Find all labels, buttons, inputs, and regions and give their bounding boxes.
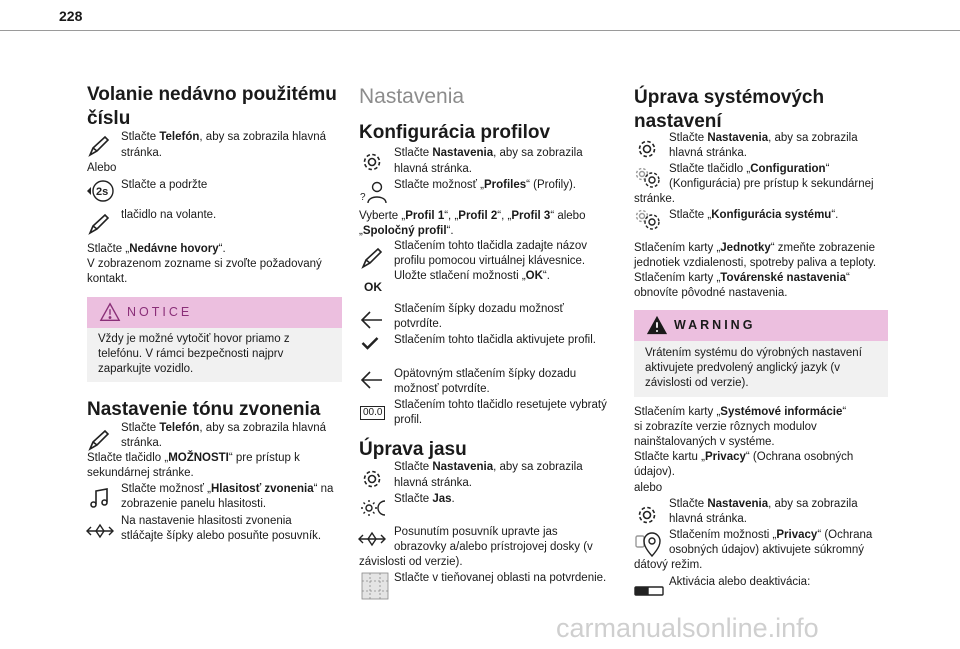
text-line: Stlačením karty „Systémové informácie“: [634, 406, 847, 418]
warning-title: WARNING: [674, 318, 756, 332]
text-line: Alebo: [87, 162, 117, 174]
system-config-icon: [634, 208, 662, 232]
toggle-icon: [634, 584, 664, 598]
heading-ringtone: Nastavenie tónu zvonenia: [87, 399, 321, 420]
page-number: 228: [59, 8, 83, 24]
notice-text: telefónu. V rámci bezpečnosti najprv: [98, 348, 284, 360]
section-title: Nastavenia: [359, 85, 465, 108]
gear-icon: [635, 137, 659, 161]
text-line: Stlačte kartu „Privacy“ (Ochrana osobných: [634, 451, 854, 463]
text-line: Stlačte v tieňovanej oblasti na potvrdenie.: [394, 572, 607, 584]
notice-header: [87, 297, 342, 328]
text-line: Stlačte možnosť „Hlasitosť zvonenia“ na: [121, 483, 334, 495]
text-line: Stlačením karty „Jednotky“ zmeňte zobrazenie: [634, 242, 875, 254]
text-line: Stlačte a podržte: [121, 179, 208, 191]
text-line: V zobrazenom zozname si zvoľte požadovaný: [87, 258, 322, 270]
slider-arrows-icon: [357, 527, 387, 551]
text-line: Stlačte Nastavenia, aby sa zobrazila: [669, 498, 858, 510]
ok-icon: OK: [364, 280, 382, 294]
text-line: Posunutím posuvník upravte jas: [394, 526, 558, 538]
gear-icon: [360, 150, 384, 174]
svg-text:2s: 2s: [96, 186, 109, 198]
reset-icon: 00.0: [360, 406, 385, 420]
text-line: údajov).: [634, 466, 675, 478]
text-line: Vyberte „Profil 1“, „Profil 2“, „Profil 3“ alebo: [359, 210, 586, 222]
warning-triangle-icon: [99, 301, 121, 323]
text-line: stránka.: [121, 147, 162, 159]
text-line: Stlačením tohto tlačidla zadajte názov: [394, 240, 588, 252]
warning-box: [634, 310, 888, 397]
text-line: kontakt.: [87, 273, 128, 285]
text-line: hlavná stránka.: [669, 513, 747, 525]
warning-text: Vrátením systému do výrobných nastavení: [645, 347, 862, 359]
text-line: Stlačením tohto tlačidla aktivujete profil.: [394, 334, 596, 346]
heading-system-settings-line2: nastavení: [634, 111, 722, 132]
pencil-icon: [87, 212, 111, 236]
text-line: Aktivácia alebo deaktivácia:: [669, 576, 811, 588]
notice-text: zaparkujte vozidlo.: [98, 363, 194, 375]
text-line: Stlačte Nastavenia, aby sa zobrazila: [394, 147, 583, 159]
text-line: Opätovným stlačením šípky dozadu: [394, 368, 577, 380]
warning-text: závislosti od verzie).: [645, 377, 749, 389]
heading-profiles: Konfigurácia profilov: [359, 122, 551, 143]
text-line: Na nastavenie hlasitosti zvonenia: [121, 515, 292, 527]
text-line: Stlačte Telefón, aby sa zobrazila hlavná: [121, 131, 326, 143]
text-line: možnosť potvrdíte.: [394, 383, 490, 395]
text-line: sekundárnej stránke.: [87, 467, 194, 479]
text-line: Stlačením šípky dozadu možnosť: [394, 303, 564, 315]
configuration-gears-icon: [634, 166, 662, 190]
text-line: Stlačte „Nedávne hovory“.: [87, 243, 226, 255]
text-line: Stlačte Jas.: [394, 493, 455, 505]
shaded-area-icon: [360, 571, 390, 601]
text-line: potvrdíte.: [394, 318, 442, 330]
text-line: Stlačte možnosť „Profiles“ (Profily).: [394, 179, 576, 191]
text-line: stránka.: [121, 437, 162, 449]
back-arrow-icon: [360, 368, 384, 392]
gear-icon: [635, 503, 659, 527]
profile-icon: [359, 180, 387, 204]
text-line: Stlačením karty „Továrenské nastavenia“: [634, 272, 850, 284]
notice-text: Vždy je možné vytočiť hovor priamo z: [98, 333, 290, 345]
text-line: obrazovky a/alebo prístrojovej dosky (v: [394, 541, 593, 553]
text-line: tlačidlo na volante.: [121, 209, 217, 221]
warning-header: [634, 310, 888, 341]
text-line: alebo: [634, 482, 663, 494]
top-rule: [0, 30, 960, 31]
text-line: Stlačením možnosti „Privacy“ (Ochrana: [669, 529, 873, 541]
heading-recent-call-line2: číslu: [87, 108, 131, 129]
text-line: hlavná stránka.: [669, 147, 747, 159]
text-line: Stlačte Nastavenia, aby sa zobrazila: [394, 461, 583, 473]
watermark: carmanualsonline.info: [556, 613, 819, 643]
notice-box: [87, 297, 342, 382]
text-line: Stlačte Telefón, aby sa zobrazila hlavná: [121, 422, 326, 434]
text-line: Stlačte „Konfigurácia systému“.: [669, 209, 839, 221]
checkmark-icon: [360, 333, 380, 353]
text-line: hlavná stránka.: [394, 477, 472, 489]
text-line: hlavná stránka.: [394, 163, 472, 175]
text-line: Stlačte Nastavenia, aby sa zobrazila: [669, 132, 858, 144]
privacy-location-icon: [634, 531, 662, 557]
music-note-icon: [87, 486, 111, 510]
text-line: Stlačením tohto tlačidlo resetujete vybratý: [394, 399, 607, 411]
text-line: nainštalovaných v systéme.: [634, 436, 775, 448]
text-line: osobných údajov) aktivujete súkromný: [669, 544, 864, 556]
text-line: dátový režim.: [634, 559, 703, 571]
pencil-icon: [87, 134, 111, 158]
brightness-icon: [360, 496, 390, 520]
text-line: profilu pomocou virtuálnej klávesnice.: [394, 255, 586, 267]
text-line: si zobrazíte verzie rôznych modulov: [634, 421, 817, 433]
text-line: profil.: [394, 414, 423, 426]
pencil-icon: [87, 428, 111, 452]
text-line: (Konfigurácia) pre prístup k sekundárnej: [669, 178, 874, 190]
text-line: závislosti od verzie).: [359, 556, 463, 568]
text-line: stláčajte šípky alebo posuňte posuvník.: [121, 530, 322, 542]
gear-icon: [360, 467, 384, 491]
slider-arrows-icon: [85, 519, 115, 543]
back-arrow-icon: [360, 308, 384, 332]
heading-brightness: Úprava jasu: [359, 439, 467, 460]
notice-title: NOTICE: [127, 305, 193, 319]
text-line: „Spoločný profil“.: [359, 225, 454, 237]
text-line: Stlačte tlačidlo „MOŽNOSTI“ pre prístup k: [87, 452, 300, 464]
text-line: obnovíte pôvodné nastavenia.: [634, 287, 788, 299]
pencil-icon: [360, 246, 384, 270]
text-line: Stlačte tlačidlo „Configuration“: [669, 163, 830, 175]
warning-triangle-icon: [646, 314, 668, 336]
heading-recent-call-line1: Volanie nedávno použitému: [87, 84, 337, 105]
steering-button-icon: [86, 179, 116, 203]
heading-system-settings-line1: Úprava systémových: [634, 87, 825, 108]
svg-text:?: ?: [360, 192, 366, 203]
text-line: stránke.: [634, 193, 675, 205]
text-line: Uložte stlačení možnosti „OK“.: [394, 270, 550, 282]
warning-text: aktivujete predvolený anglický jazyk (v: [645, 362, 840, 374]
text-line: jednotiek vzdialenosti, spotreby paliva a teploty.: [634, 257, 877, 269]
text-line: zobrazenie panelu hlasitosti.: [121, 498, 267, 510]
